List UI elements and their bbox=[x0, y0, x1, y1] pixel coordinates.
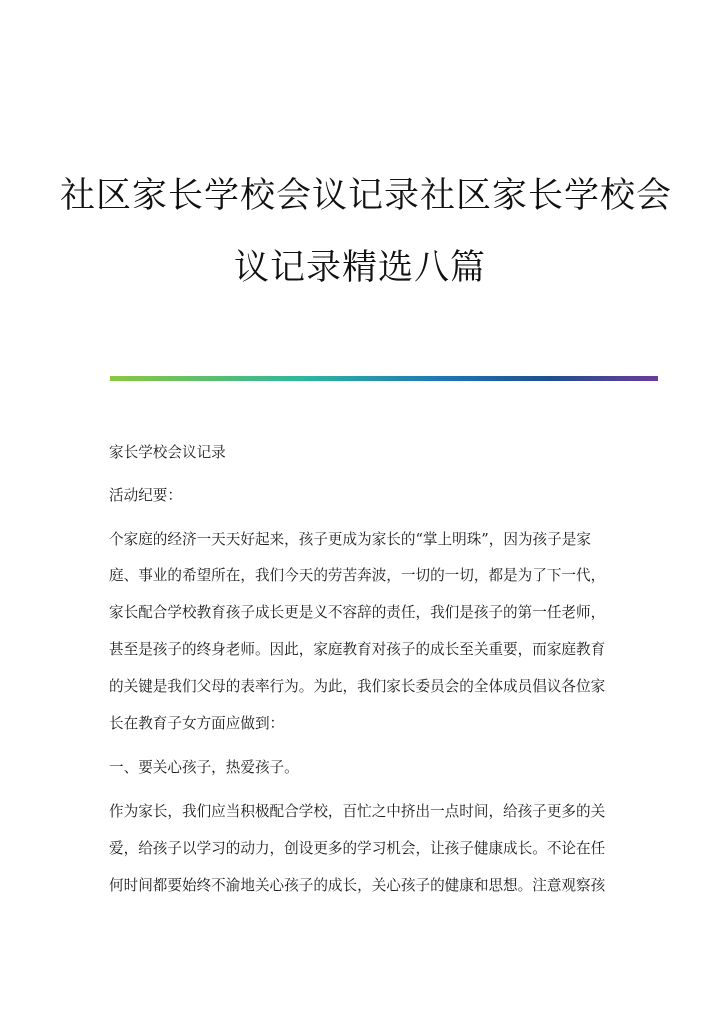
paragraph-2-line-2: 爱，给孩子以学习的动力，创设更多的学习机会，让孩子健康成长。不论在任 bbox=[109, 840, 606, 857]
paragraph-1-line-5: 的关键是我们父母的表率行为。为此，我们家长委员会的全体成员倡议各位家 bbox=[109, 678, 606, 695]
activity-label: 活动纪要： bbox=[109, 487, 182, 504]
paragraph-1-line-6: 长在教育子女方面应做到： bbox=[109, 715, 285, 732]
paragraph-1-line-1: 个家庭的经济一天天好起来，孩子更成为家长的“掌上明珠”，因为孩子是家 bbox=[109, 531, 591, 548]
gradient-divider bbox=[110, 376, 658, 381]
paragraph-1-line-3: 家长配合学校教育孩子成长更是义不容辞的责任，我们是孩子的第一任老师， bbox=[109, 604, 606, 621]
document-title-line-1: 社区家长学校会议记录社区家长学校会 bbox=[60, 176, 673, 216]
point-1-heading: 一、要关心孩子，热爱孩子。 bbox=[109, 759, 299, 776]
paragraph-2-line-3: 何时间都要始终不渝地关心孩子的成长，关心孩子的健康和思想。注意观察孩 bbox=[109, 877, 606, 894]
section-heading: 家长学校会议记录 bbox=[109, 444, 226, 461]
paragraph-2-line-1: 作为家长，我们应当积极配合学校，百忙之中挤出一点时间，给孩子更多的关 bbox=[109, 803, 606, 820]
paragraph-1-line-4: 甚至是孩子的终身老师。因此，家庭教育对孩子的成长至关重要，而家庭教育 bbox=[109, 641, 606, 658]
paragraph-1-line-2: 庭、事业的希望所在，我们今天的劳苦奔波，一切的一切，都是为了下一代， bbox=[109, 567, 606, 584]
document-title-line-2: 议记录精选八篇 bbox=[233, 248, 486, 288]
